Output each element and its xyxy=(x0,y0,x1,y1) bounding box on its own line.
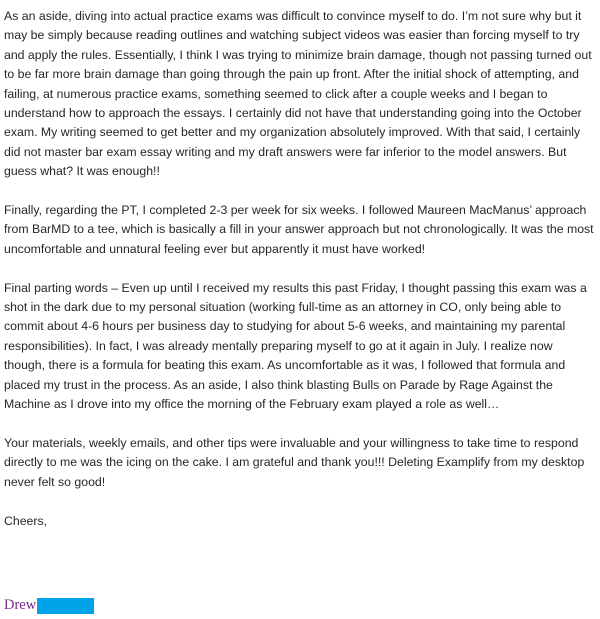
paragraph-practice-exams: As an aside, diving into actual practice exams was difficult to convince myself to do. I’m not sure why but it may be simply because reading outlines and watching subject videos was easier than forcing myself to try and apply the rules. Essentially, I think I was trying to minimize brain damage, though not passing turned out to be far more brain damage than going through the pain up front. After the initial shock of attempting, and failing, at numerous practice exams, something seemed to click after a couple weeks and I began to understand how to approach the essays. I certainly did not have that understanding going into the October exam. My writing seemed to get better and my organization absolutely improved. With that said, I certainly did not master bar exam essay writing and my draft answers were far inferior to the model answers. But guess what? It was enough!! xyxy=(4,9,592,179)
redaction-block xyxy=(37,598,94,614)
signature xyxy=(4,596,94,614)
paragraph-thanks: Your materials, weekly emails, and other tips were invaluable and your willingness to take time to respond directly to me was the icing on the cake. I am grateful and thank you!!! Deleting Examplify from my desktop never felt so good! xyxy=(4,435,585,489)
email-body xyxy=(4,7,594,531)
closing-cheers: Cheers, xyxy=(4,513,48,528)
paragraph-final-parting-words: Final parting words – Even up until I received my results this past Friday, I thought passing this exam was a shot in the dark due to my personal situation (working full-time as an attorney in CO, only being able to commit about 4-6 hours per business day to studying for about 5-6 weeks, and maintaining my parental responsibilities). In fact, I was already mentally preparing myself to go at it again in July. I realize now though, there is a formula for beating this exam. As uncomfortable as it was, I followed that formula and placed my trust in the process. As an aside, I also think blasting Bulls on Parade by Rage Against the Machine as I drove into my office the morning of the February exam played a role as well… xyxy=(4,280,587,412)
signature-name: Drew xyxy=(4,597,37,613)
paragraph-performance-test: Finally, regarding the PT, I completed 2-3 per week for six weeks. I followed Maureen MacManus’ approach from BarMD to a tee, which is basically a fill in your answer approach but not chronologically. It was the most uncomfortable and unnatural feeling ever but apparently it must have worked! xyxy=(4,203,594,256)
